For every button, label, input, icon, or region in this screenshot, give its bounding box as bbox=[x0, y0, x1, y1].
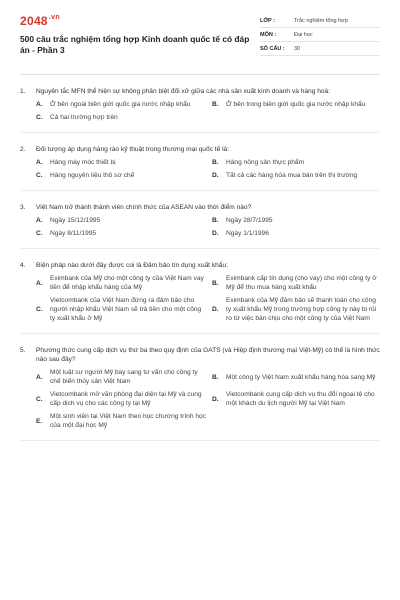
question-number: 4. bbox=[20, 262, 26, 269]
option-text: Hàng nguyên liệu thô sơ chế bbox=[50, 172, 135, 179]
logo-suffix: .vn bbox=[48, 14, 60, 21]
option-text: Hàng máy móc thiết bị bbox=[50, 159, 116, 166]
meta-label: MÔN : bbox=[260, 31, 277, 38]
header-divider bbox=[20, 74, 380, 75]
option-letter: D. bbox=[212, 395, 219, 403]
option-text: Một luật sư người Mỹ bay sang tư vấn cho công ty chế biến thủy sản Việt Nam bbox=[50, 369, 198, 385]
question-text: Nguyên tắc MFN thể hiện sự không phân biệt đối xử giữa các nhà sản xuất kinh doanh và hàng hoá: bbox=[36, 88, 331, 95]
meta-value: 30 bbox=[294, 45, 301, 52]
meta-table bbox=[260, 14, 380, 62]
question-divider bbox=[20, 248, 380, 249]
answer-option[interactable] bbox=[36, 296, 204, 323]
question-text: Đối tượng áp dụng hàng rào kỹ thuật trong thương mại quốc tế là: bbox=[36, 146, 230, 153]
question-text: Việt Nam trở thành thành viên chính thức của ASEAN vào thời điểm nào? bbox=[36, 204, 252, 211]
question-header bbox=[20, 87, 380, 96]
brand bbox=[20, 14, 252, 62]
option-letter: A. bbox=[36, 217, 43, 224]
option-letter: B. bbox=[212, 217, 219, 224]
answer-option[interactable] bbox=[212, 171, 380, 180]
option-letter: E. bbox=[36, 417, 43, 425]
answer-option[interactable] bbox=[36, 412, 380, 430]
meta-label: SỐ CÂU : bbox=[260, 45, 285, 52]
option-text: Ở bên trong biên giới quốc gia nước nhập khẩu bbox=[226, 101, 366, 108]
option-text: Ở bên ngoài biên giới quốc gia nước nhập khẩu bbox=[50, 101, 191, 108]
meta-value: Trắc nghiệm tổng hợp bbox=[294, 17, 348, 24]
question-divider bbox=[20, 333, 380, 334]
option-text: Vietcombank mở văn phòng đại diện tại Mỹ và cung cấp dịch vụ cho các công ty tại Mỹ bbox=[50, 391, 202, 407]
meta-row-subject bbox=[260, 28, 380, 42]
option-text: Một công ty Việt Nam xuất khẩu hàng hóa sang Mỹ bbox=[226, 373, 376, 381]
question-text: Biện pháp nào dưới đây được coi là Đảm bảo tín dụng xuất khẩu: bbox=[36, 262, 228, 269]
option-letter: D. bbox=[212, 172, 219, 179]
answer-options bbox=[20, 368, 380, 430]
option-letter: B. bbox=[212, 159, 219, 166]
question-header bbox=[20, 346, 380, 364]
option-letter: C. bbox=[36, 395, 43, 403]
option-letter: B. bbox=[212, 279, 219, 287]
question-list bbox=[20, 87, 380, 441]
question-5 bbox=[20, 346, 380, 441]
option-letter: A. bbox=[36, 159, 43, 166]
answer-option[interactable] bbox=[212, 296, 380, 323]
meta-value: Đại học bbox=[294, 31, 313, 38]
question-divider bbox=[20, 190, 380, 191]
option-text: Một sinh viên tại Việt Nam theo học chương trình học của một đại học Mỹ bbox=[50, 413, 206, 429]
option-text: Ngày 28/7/1995 bbox=[226, 217, 273, 224]
option-letter: A. bbox=[36, 279, 43, 287]
question-number: 3. bbox=[20, 204, 26, 211]
option-text: Ngày 8/11/1995 bbox=[50, 230, 97, 237]
meta-label: LỚP : bbox=[260, 17, 275, 24]
question-header bbox=[20, 261, 380, 270]
option-text: Eximbank cấp tín dụng (cho vay) cho một công ty ở Mỹ để thu mua hàng xuất khẩu bbox=[226, 275, 377, 291]
site-logo[interactable] bbox=[20, 14, 252, 28]
option-text: Eximbank của Mỹ cho một công ty của Việt Nam vay tiền để nhập khẩu hàng của Mỹ bbox=[50, 275, 204, 291]
question-2 bbox=[20, 145, 380, 191]
answer-options bbox=[20, 158, 380, 180]
logo-text: 2048 bbox=[20, 14, 48, 28]
answer-option[interactable] bbox=[36, 113, 380, 122]
option-text: Ngày 1/1/1996 bbox=[226, 230, 269, 237]
question-number: 1. bbox=[20, 88, 26, 95]
answer-option[interactable] bbox=[212, 274, 380, 292]
answer-option[interactable] bbox=[212, 216, 380, 225]
question-number: 2. bbox=[20, 146, 26, 153]
option-letter: B. bbox=[212, 373, 219, 381]
option-letter: B. bbox=[212, 101, 219, 108]
option-text: Vietcombank của Việt Nam đứng ra đảm bảo cho người nhập khẩu Việt Nam sẽ trả tiền cho một công ty xuất khẩu ở Mỹ bbox=[50, 297, 202, 322]
answer-option[interactable] bbox=[212, 229, 380, 238]
option-text: Eximbank của Mỹ đảm bảo sẽ thanh toán cho công ty xuất khẩu Mỹ trong trường hợp công ty này bị rủi ro từ việc bán chịu cho một công ty của Việt Nam bbox=[226, 297, 377, 322]
option-text: Hàng nông sản thực phẩm bbox=[226, 159, 305, 166]
option-letter: D. bbox=[212, 306, 219, 313]
header bbox=[20, 0, 380, 62]
answer-options bbox=[20, 274, 380, 323]
answer-option[interactable] bbox=[36, 368, 204, 386]
question-text: Phương thức cung cấp dịch vụ thứ ba theo quy định của GATS (và Hiệp định thương mại Việt-Mỹ) có thể là hình thức nào sau đây? bbox=[36, 347, 380, 363]
answer-option[interactable] bbox=[36, 274, 204, 292]
meta-row-count bbox=[260, 42, 380, 56]
question-divider bbox=[20, 132, 380, 133]
option-letter: C. bbox=[36, 230, 43, 237]
option-text: Vietcombank cung cấp dịch vụ thu đổi ngoại tệ cho một khách du lịch người Mỹ tại Việt Nam bbox=[226, 391, 375, 407]
option-letter: A. bbox=[36, 101, 43, 108]
option-letter: D. bbox=[212, 230, 219, 237]
question-1 bbox=[20, 87, 380, 133]
answer-option[interactable] bbox=[36, 229, 204, 238]
question-header bbox=[20, 203, 380, 212]
question-header bbox=[20, 145, 380, 154]
option-text: Tất cả các hàng hóa mua bán trên thị trường bbox=[226, 172, 358, 179]
answer-option[interactable] bbox=[212, 100, 380, 109]
question-3 bbox=[20, 203, 380, 249]
question-number: 5. bbox=[20, 347, 26, 354]
answer-option[interactable] bbox=[36, 158, 204, 167]
option-letter: C. bbox=[36, 306, 43, 313]
answer-options bbox=[20, 100, 380, 122]
answer-option[interactable] bbox=[36, 390, 204, 408]
option-letter: C. bbox=[36, 172, 43, 179]
answer-option[interactable] bbox=[36, 216, 204, 225]
page-title: 500 câu trắc nghiệm tổng hợp Kinh doanh quốc tế có đáp án - Phần 3 bbox=[20, 34, 250, 55]
answer-options bbox=[20, 216, 380, 238]
option-text: Ngày 15/12/1995 bbox=[50, 217, 101, 224]
option-letter: C. bbox=[36, 114, 43, 121]
option-letter: A. bbox=[36, 373, 43, 381]
question-4 bbox=[20, 261, 380, 334]
answer-option[interactable] bbox=[212, 390, 380, 408]
answer-option[interactable] bbox=[212, 158, 380, 167]
option-text: Cả hai trường hợp trên bbox=[50, 114, 118, 121]
question-divider bbox=[20, 440, 380, 441]
answer-option[interactable] bbox=[36, 100, 204, 109]
answer-option[interactable] bbox=[212, 368, 380, 386]
meta-row-class bbox=[260, 14, 380, 28]
answer-option[interactable] bbox=[36, 171, 204, 180]
